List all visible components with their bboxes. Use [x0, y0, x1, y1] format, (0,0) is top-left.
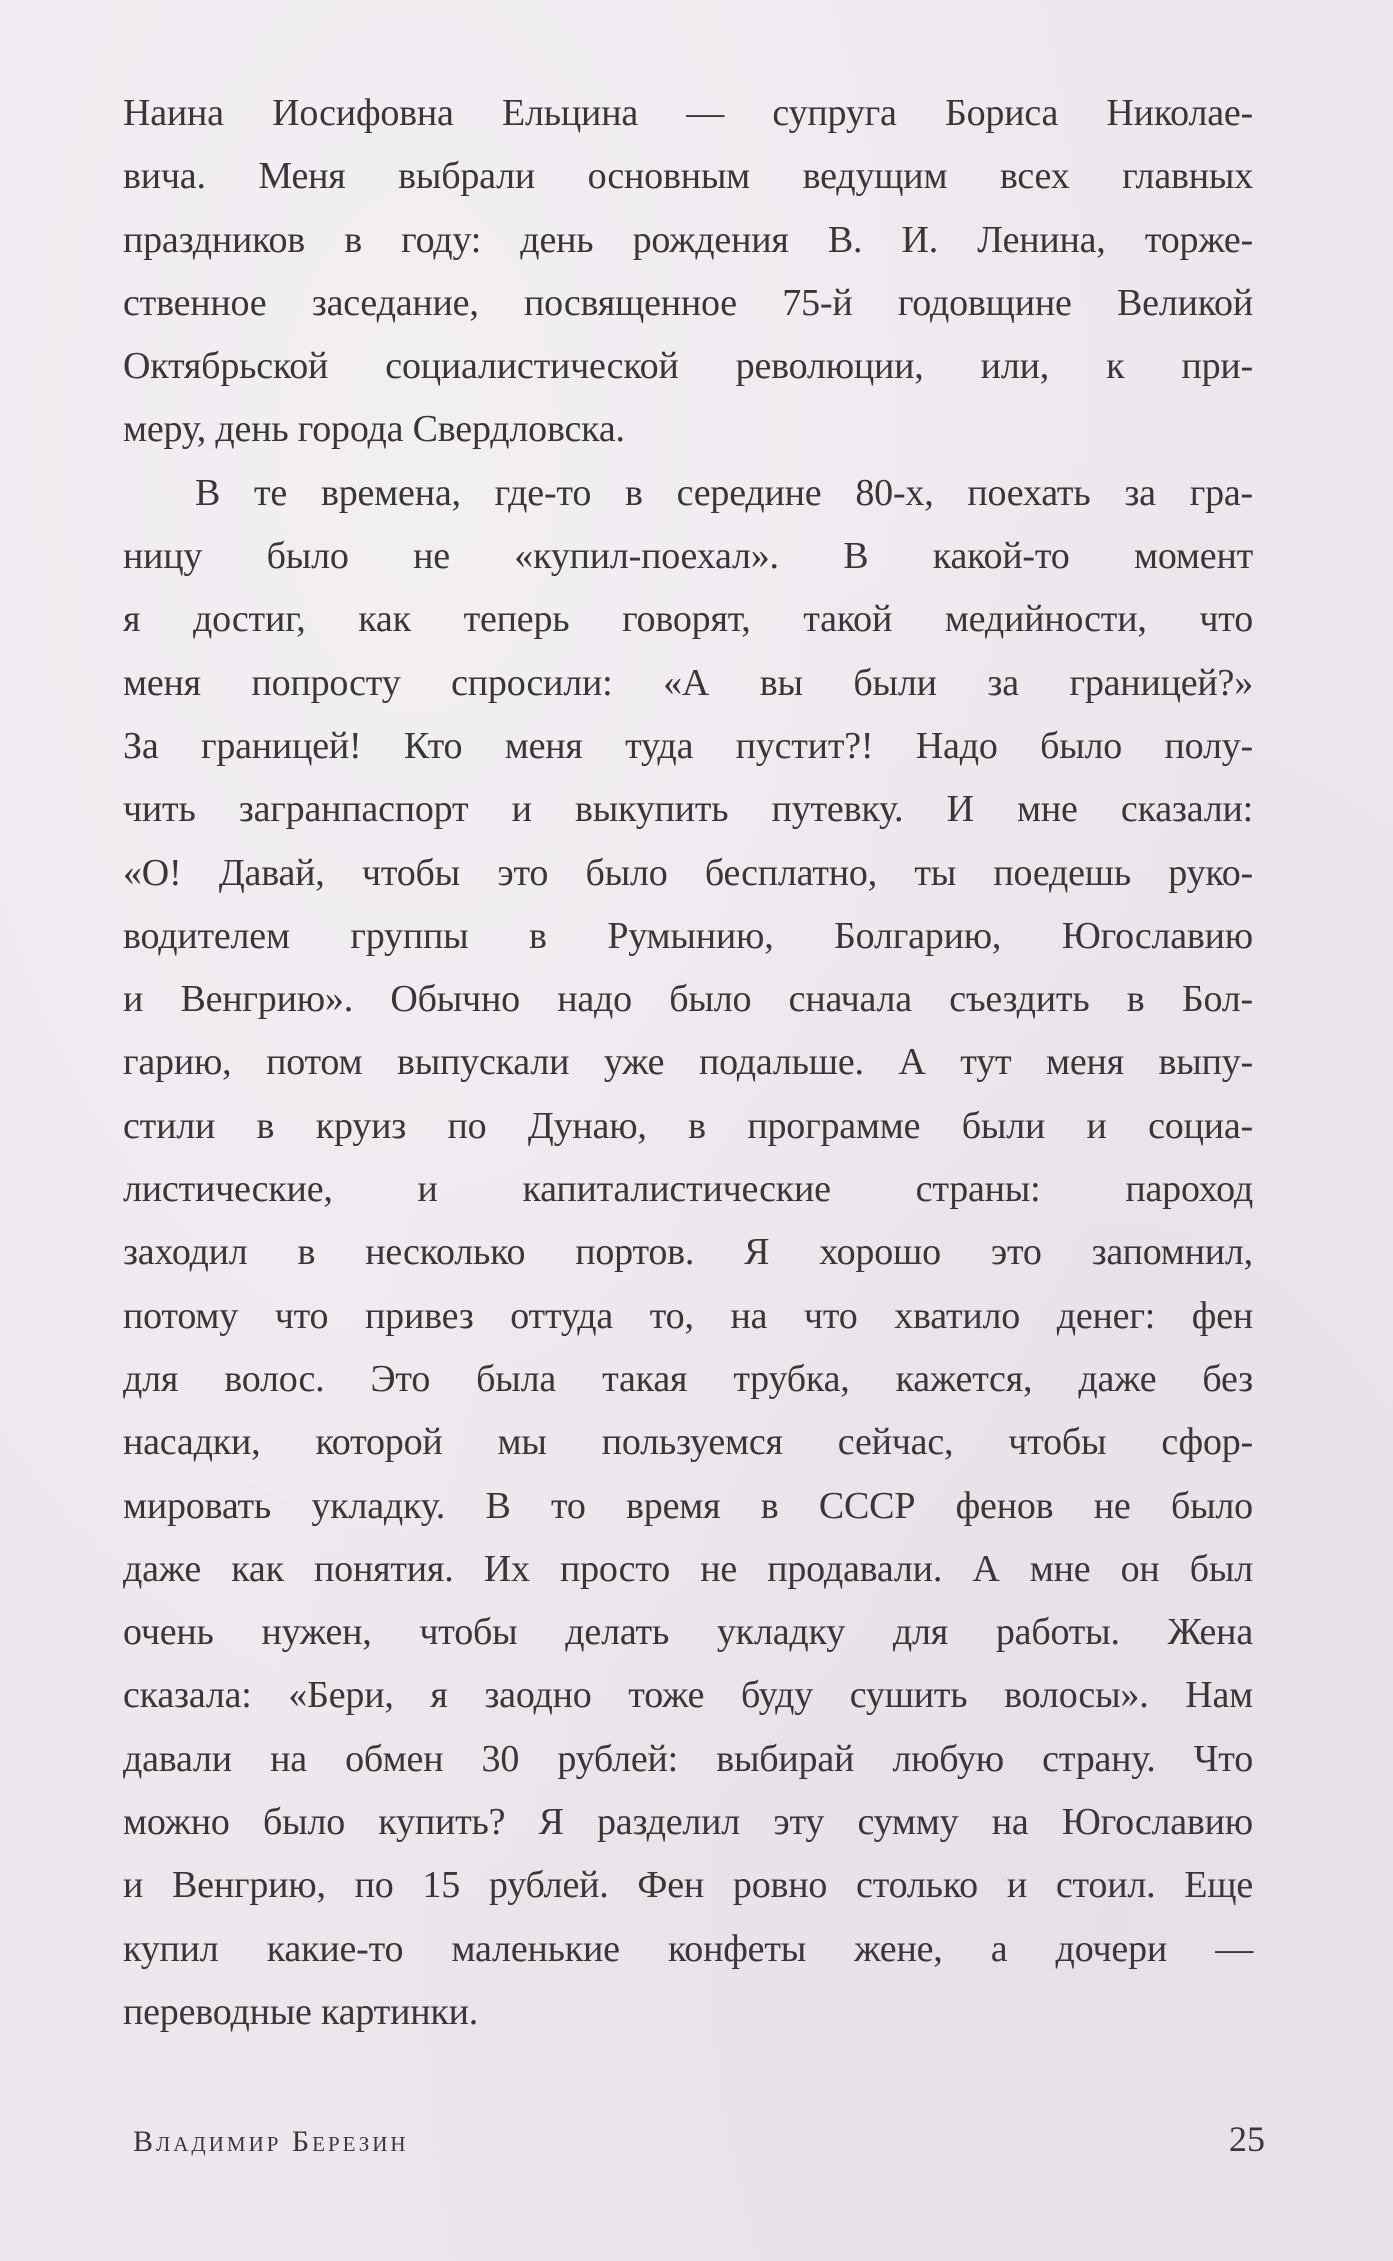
text-line: За границей! Кто меня туда пустит?! Надо было полу- — [123, 724, 1253, 767]
text-line: листические, и капиталистические страны: пароход — [123, 1168, 1253, 1211]
text-line: стили в круиз по Дунаю, в программе были и социа- — [123, 1104, 1253, 1147]
text-line: я достиг, как теперь говорят, такой медийности, что — [123, 598, 1253, 641]
text-line: и Венгрию». Обычно надо было сначала съездить в Бол- — [123, 978, 1253, 1021]
page-number: 25 — [1229, 2119, 1265, 2159]
body-text — [123, 82, 1253, 2044]
text-line: давали на обмен 30 рублей: выбирай любую страну. Что — [123, 1737, 1253, 1780]
text-line: водителем группы в Румынию, Болгарию, Югославию — [123, 914, 1253, 957]
text-line: очень нужен, чтобы делать укладку для работы. Жена — [123, 1611, 1253, 1654]
text-line: заходил в несколько портов. Я хорошо это запомнил, — [123, 1231, 1253, 1274]
text-line: и Венгрию, по 15 рублей. Фен ровно столько и стоил. Еще — [123, 1864, 1253, 1907]
paragraph-1 — [123, 82, 1253, 462]
text-line: сказала: «Бери, я заодно тоже буду сушить волосы». Нам — [123, 1674, 1253, 1717]
text-line: даже как понятия. Их просто не продавали. А мне он был — [123, 1547, 1253, 1590]
text-line: переводные картинки. — [123, 1990, 479, 2033]
paragraph-2 — [123, 462, 1253, 2044]
text-line: можно было купить? Я разделил эту сумму на Югославию — [123, 1801, 1253, 1844]
text-line: чить загранпаспорт и выкупить путевку. И мне сказали: — [123, 788, 1253, 831]
text-line: «О! Давай, чтобы это было бесплатно, ты поедешь руко- — [123, 851, 1253, 894]
text-line: праздников в году: день рождения В. И. Ленина, торже- — [123, 218, 1253, 261]
text-line: Октябрьской социалистической революции, или, к при- — [123, 345, 1253, 388]
text-line: для волос. Это была такая трубка, кажется, даже без — [123, 1357, 1253, 1400]
text-line: ственное заседание, посвященное 75-й годовщине Великой — [123, 281, 1253, 324]
text-line: вича. Меня выбрали основным ведущим всех главных — [123, 155, 1253, 198]
text-line: ницу было не «купил-поехал». В какой-то момент — [123, 535, 1253, 578]
text-line: мировать укладку. В то время в СССР фенов не было — [123, 1484, 1253, 1527]
text-line: купил какие-то маленькие конфеты жене, а дочери — — [123, 1927, 1253, 1970]
running-head-author: Владимир Березин — [133, 2125, 409, 2158]
text-line: потому что привез оттуда то, на что хватило денег: фен — [123, 1294, 1253, 1337]
text-line: В те времена, где-то в середине 80-х, поехать за гра- — [195, 471, 1253, 514]
text-line: гарию, потом выпускали уже подальше. А тут меня выпу- — [123, 1041, 1253, 1084]
text-line: насадки, которой мы пользуемся сейчас, чтобы сфор- — [123, 1421, 1253, 1464]
text-line: Наина Иосифовна Ельцина — супруга Бориса Николае- — [123, 92, 1253, 134]
text-line: меру, день города Свердловска. — [123, 408, 625, 451]
text-line: меня попросту спросили: «А вы были за границей?» — [123, 661, 1253, 704]
